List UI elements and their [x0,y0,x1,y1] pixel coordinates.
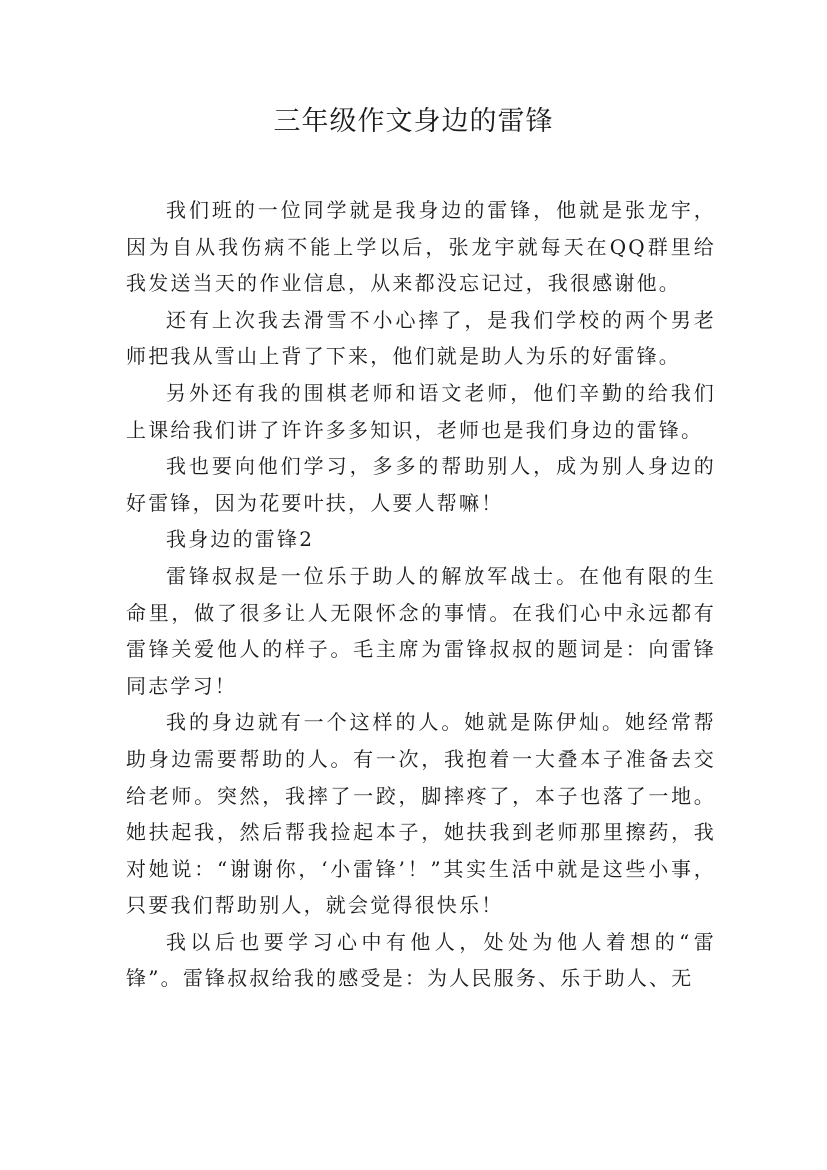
paragraph: 我们班的一位同学就是我身边的雷锋，他就是张龙宇，因为自从我伤病不能上学以后，张龙宇就每天在QQ群里给我发送当天的作业信息，从来都没忘记过，我很感谢他。 [126,198,716,296]
document-title: 三年级作文身边的雷锋 [273,106,554,137]
paragraph: 雷锋叔叔是一位乐于助人的解放军战士。在他有限的生命里，做了很多让人无限怀念的事情。在我们心中永远都有雷锋关爱他人的样子。毛主席为雷锋叔叔的题词是：向雷锋同志学习！ [126,563,716,698]
paragraph: 我的身边就有一个这样的人。她就是陈伊灿。她经常帮助身边需要帮助的人。有一次，我抱着一大叠本子准备去交给老师。突然，我摔了一跤，脚摔疼了，本子也落了一地。她扶起我，然后帮我捡起本子，她扶我到老师那里擦药，我对她说：“谢谢你，‘小雷锋’！”其实生活中就是这些小事，只要我们帮助别人，就会觉得很快乐！ [126,710,716,918]
section-heading: 我身边的雷锋2 [166,527,315,552]
paragraph: 另外还有我的围棋老师和语文老师，他们辛勤的给我们上课给我们讲了许许多多知识，老师也是我们身边的雷锋。 [126,380,716,442]
paragraph: 还有上次我去滑雪不小心摔了，是我们学校的两个男老师把我从雪山上背了下来，他们就是助人为乐的好雷锋。 [126,307,716,369]
paragraph: 我也要向他们学习，多多的帮助别人，成为别人身边的好雷锋，因为花要叶扶，人要人帮嘛！ [126,454,716,515]
paragraph: 我以后也要学习心中有他人，处处为他人着想的“雷锋”。雷锋叔叔给我的感受是：为人民服务、乐于助人、无 [126,929,716,991]
document-body [126,192,716,997]
